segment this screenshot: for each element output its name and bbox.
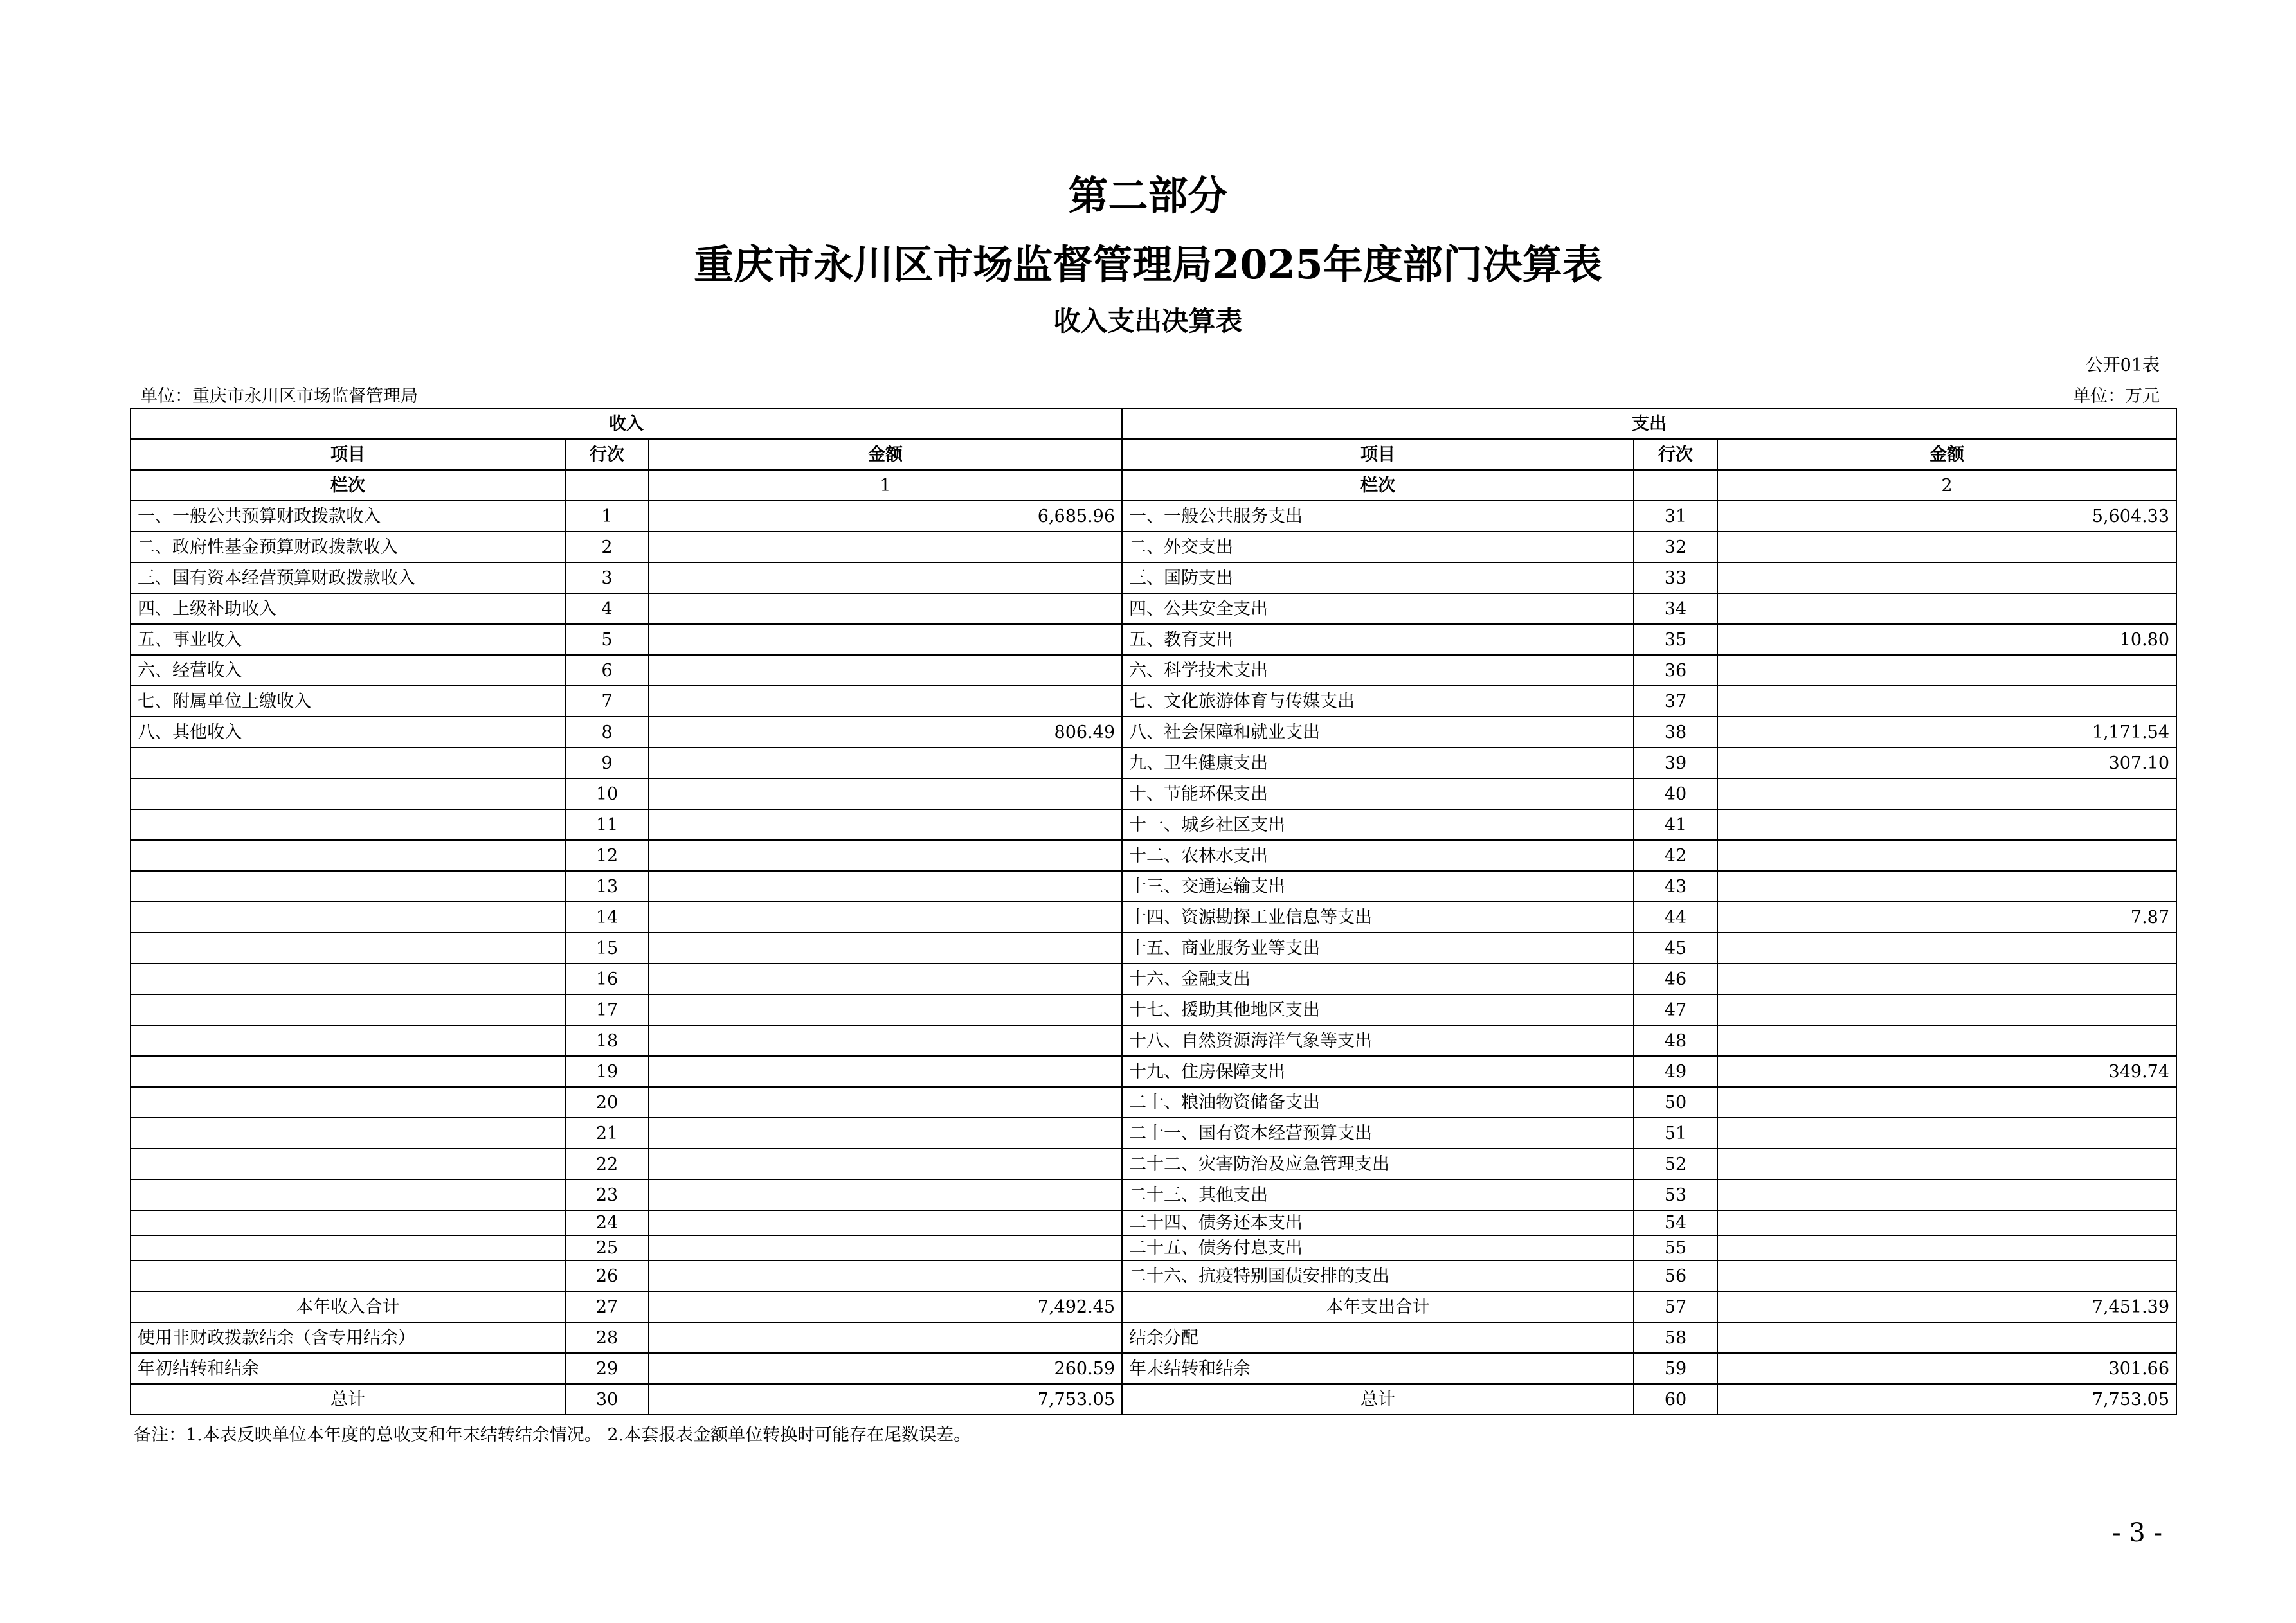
income-row-no-cell: 24 <box>565 1210 649 1235</box>
expense-row-no-cell: 60 <box>1634 1384 1717 1415</box>
expense-amount-cell <box>1717 1087 2176 1118</box>
table-row <box>131 532 2176 562</box>
income-amount-cell <box>649 655 1122 686</box>
table-row <box>131 1149 2176 1179</box>
expense-item-cell: 二十、粮油物资储备支出 <box>1122 1087 1634 1118</box>
expense-item-cell: 二、外交支出 <box>1122 532 1634 562</box>
expense-item-cell: 十六、金融支出 <box>1122 964 1634 994</box>
income-item-cell <box>131 1025 565 1056</box>
table-row <box>131 1235 2176 1260</box>
expense-amount-cell: 307.10 <box>1717 748 2176 778</box>
expense-item-cell: 结余分配 <box>1122 1322 1634 1353</box>
table-row <box>131 655 2176 686</box>
income-row-no-cell: 15 <box>565 933 649 964</box>
income-row-no-cell: 3 <box>565 562 649 593</box>
expense-amount-cell: 7,451.39 <box>1717 1291 2176 1322</box>
table-row <box>131 809 2176 840</box>
expense-item-cell: 十八、自然资源海洋气象等支出 <box>1122 1025 1634 1056</box>
table-row <box>131 1179 2176 1210</box>
income-row-no-cell: 8 <box>565 717 649 748</box>
table-row <box>131 1260 2176 1291</box>
income-amount-cell <box>649 778 1122 809</box>
expense-row-no-cell: 45 <box>1634 933 1717 964</box>
income-item-cell: 四、上级补助收入 <box>131 593 565 624</box>
income-row-no-cell: 25 <box>565 1235 649 1260</box>
expense-amount-cell <box>1717 686 2176 717</box>
expense-amount-cell: 1,171.54 <box>1717 717 2176 748</box>
expense-amount-cell: 7.87 <box>1717 902 2176 933</box>
expense-item-cell: 八、社会保障和就业支出 <box>1122 717 1634 748</box>
expense-item-cell: 本年支出合计 <box>1122 1291 1634 1322</box>
section-header-row <box>131 408 2176 439</box>
expense-row-no-cell: 32 <box>1634 532 1717 562</box>
expense-amount-cell <box>1717 809 2176 840</box>
income-amount-cell <box>649 871 1122 902</box>
column-number-row <box>131 470 2176 501</box>
income-row-no-cell: 7 <box>565 686 649 717</box>
summary-row <box>131 1291 2176 1322</box>
income-row-no-cell: 21 <box>565 1118 649 1149</box>
expense-row-no-header: 行次 <box>1634 439 1717 470</box>
income-amount-cell <box>649 809 1122 840</box>
expense-row-no-cell: 48 <box>1634 1025 1717 1056</box>
income-amount-cell <box>649 1087 1122 1118</box>
income-item-cell <box>131 840 565 871</box>
table-row <box>131 840 2176 871</box>
income-amount-cell <box>649 1025 1122 1056</box>
expense-amount-cell: 5,604.33 <box>1717 501 2176 532</box>
expense-row-no-cell: 58 <box>1634 1322 1717 1353</box>
income-item-cell <box>131 1056 565 1087</box>
income-item-cell <box>131 1179 565 1210</box>
income-amount-cell <box>649 593 1122 624</box>
expense-amount-cell <box>1717 1260 2176 1291</box>
summary-row <box>131 1322 2176 1353</box>
income-amount-cell: 7,492.45 <box>649 1291 1122 1322</box>
page-number: - 3 - <box>2112 1518 2162 1548</box>
expense-row-no-cell: 44 <box>1634 902 1717 933</box>
report-title: 重庆市永川区市场监督管理局2025年度部门决算表 <box>694 241 1602 288</box>
income-amount-cell <box>649 686 1122 717</box>
empty-cell <box>565 470 649 501</box>
income-item-cell <box>131 933 565 964</box>
expense-item-cell: 年末结转和结余 <box>1122 1353 1634 1384</box>
expense-amount-cell: 7,753.05 <box>1717 1384 2176 1415</box>
expense-amount-cell <box>1717 1210 2176 1235</box>
income-row-no-cell: 12 <box>565 840 649 871</box>
income-row-no-cell: 28 <box>565 1322 649 1353</box>
expense-row-no-cell: 33 <box>1634 562 1717 593</box>
table-row <box>131 1087 2176 1118</box>
income-amount-cell: 7,753.05 <box>649 1384 1122 1415</box>
income-item-cell: 三、国有资本经营预算财政拨款收入 <box>131 562 565 593</box>
expense-row-no-cell: 38 <box>1634 717 1717 748</box>
part-heading: 第二部分 <box>1068 172 1228 219</box>
table-row <box>131 686 2176 717</box>
income-amount-cell <box>649 1056 1122 1087</box>
income-item-cell: 五、事业收入 <box>131 624 565 655</box>
expense-amount-cell <box>1717 871 2176 902</box>
income-row-no-cell: 18 <box>565 1025 649 1056</box>
expense-item-cell: 十一、城乡社区支出 <box>1122 809 1634 840</box>
expense-amount-cell <box>1717 778 2176 809</box>
expense-amount-cell <box>1717 994 2176 1025</box>
expense-amount-cell <box>1717 1322 2176 1353</box>
table-row <box>131 1210 2176 1235</box>
summary-row <box>131 1384 2176 1415</box>
column-header-row <box>131 439 2176 470</box>
expense-row-no-cell: 37 <box>1634 686 1717 717</box>
income-item-cell <box>131 1118 565 1149</box>
income-row-no-cell: 27 <box>565 1291 649 1322</box>
expense-amount-cell <box>1717 1118 2176 1149</box>
income-row-no-cell: 19 <box>565 1056 649 1087</box>
income-column-number: 1 <box>649 470 1122 501</box>
table-row <box>131 933 2176 964</box>
expense-row-no-cell: 55 <box>1634 1235 1717 1260</box>
expense-item-cell: 九、卫生健康支出 <box>1122 748 1634 778</box>
income-row-no-cell: 16 <box>565 964 649 994</box>
expense-amount-cell <box>1717 1235 2176 1260</box>
expense-item-cell: 二十三、其他支出 <box>1122 1179 1634 1210</box>
income-item-cell: 本年收入合计 <box>131 1291 565 1322</box>
table-row <box>131 1025 2176 1056</box>
currency-unit: 单位：万元 <box>2073 386 2160 406</box>
income-item-cell <box>131 1087 565 1118</box>
expense-row-no-cell: 42 <box>1634 840 1717 871</box>
expense-item-cell: 十五、商业服务业等支出 <box>1122 933 1634 964</box>
income-item-cell <box>131 964 565 994</box>
income-amount-cell: 260.59 <box>649 1353 1122 1384</box>
expense-row-no-cell: 34 <box>1634 593 1717 624</box>
income-item-cell: 二、政府性基金预算财政拨款收入 <box>131 532 565 562</box>
expense-row-no-cell: 51 <box>1634 1118 1717 1149</box>
income-amount-cell <box>649 1235 1122 1260</box>
expense-header: 支出 <box>1122 408 2176 439</box>
footnote: 备注：1.本表反映单位本年度的总收支和年末结转结余情况。 2.本套报表金额单位转换时可能存在尾数误差。 <box>134 1425 972 1445</box>
income-item-header: 项目 <box>131 439 565 470</box>
expense-row-no-cell: 54 <box>1634 1210 1717 1235</box>
expense-row-no-cell: 31 <box>1634 501 1717 532</box>
income-header: 收入 <box>131 408 1122 439</box>
income-amount-cell <box>649 902 1122 933</box>
expense-row-no-cell: 47 <box>1634 994 1717 1025</box>
income-row-no-cell: 9 <box>565 748 649 778</box>
expense-item-cell: 十四、资源勘探工业信息等支出 <box>1122 902 1634 933</box>
income-amount-cell <box>649 1210 1122 1235</box>
expense-item-cell: 十、节能环保支出 <box>1122 778 1634 809</box>
expense-row-no-cell: 53 <box>1634 1179 1717 1210</box>
income-item-cell: 六、经营收入 <box>131 655 565 686</box>
expense-lanci-label: 栏次 <box>1122 470 1634 501</box>
expense-item-cell: 十二、农林水支出 <box>1122 840 1634 871</box>
table-row <box>131 994 2176 1025</box>
expense-item-cell: 四、公共安全支出 <box>1122 593 1634 624</box>
table-row <box>131 964 2176 994</box>
income-row-no-cell: 29 <box>565 1353 649 1384</box>
income-row-no-cell: 5 <box>565 624 649 655</box>
expense-item-cell: 二十一、国有资本经营预算支出 <box>1122 1118 1634 1149</box>
income-row-no-cell: 20 <box>565 1087 649 1118</box>
empty-cell <box>1634 470 1717 501</box>
expense-row-no-cell: 41 <box>1634 809 1717 840</box>
income-item-cell: 使用非财政拨款结余（含专用结余） <box>131 1322 565 1353</box>
income-item-cell <box>131 809 565 840</box>
income-amount-cell <box>649 994 1122 1025</box>
expense-amount-cell <box>1717 1025 2176 1056</box>
income-item-cell: 七、附属单位上缴收入 <box>131 686 565 717</box>
expense-column-number: 2 <box>1717 470 2176 501</box>
expense-item-cell: 二十四、债务还本支出 <box>1122 1210 1634 1235</box>
table-row <box>131 501 2176 532</box>
income-amount-cell <box>649 1322 1122 1353</box>
expense-row-no-cell: 39 <box>1634 748 1717 778</box>
table-subtitle: 收入支出决算表 <box>1053 305 1243 337</box>
income-row-no-cell: 17 <box>565 994 649 1025</box>
expense-item-cell: 一、一般公共服务支出 <box>1122 501 1634 532</box>
table-row <box>131 748 2176 778</box>
table-row <box>131 593 2176 624</box>
expense-item-cell: 十九、住房保障支出 <box>1122 1056 1634 1087</box>
income-amount-cell <box>649 624 1122 655</box>
income-row-no-cell: 11 <box>565 809 649 840</box>
income-item-cell <box>131 1235 565 1260</box>
income-item-cell <box>131 994 565 1025</box>
expense-row-no-cell: 52 <box>1634 1149 1717 1179</box>
expense-item-cell: 七、文化旅游体育与传媒支出 <box>1122 686 1634 717</box>
expense-row-no-cell: 57 <box>1634 1291 1717 1322</box>
expense-row-no-cell: 43 <box>1634 871 1717 902</box>
expense-row-no-cell: 36 <box>1634 655 1717 686</box>
income-lanci-label: 栏次 <box>131 470 565 501</box>
expense-item-cell: 十七、援助其他地区支出 <box>1122 994 1634 1025</box>
income-row-no-cell: 4 <box>565 593 649 624</box>
expense-amount-cell <box>1717 532 2176 562</box>
income-row-no-cell: 30 <box>565 1384 649 1415</box>
table-row <box>131 1056 2176 1087</box>
income-item-cell <box>131 1260 565 1291</box>
income-item-cell: 八、其他收入 <box>131 717 565 748</box>
reporting-unit: 单位：重庆市永川区市场监督管理局 <box>140 386 418 406</box>
income-item-cell <box>131 748 565 778</box>
income-row-no-cell: 1 <box>565 501 649 532</box>
income-row-no-cell: 14 <box>565 902 649 933</box>
income-expense-table <box>130 408 2177 1415</box>
income-amount-cell <box>649 748 1122 778</box>
income-row-no-header: 行次 <box>565 439 649 470</box>
summary-row <box>131 1353 2176 1384</box>
income-amount-cell: 806.49 <box>649 717 1122 748</box>
table-row <box>131 562 2176 593</box>
income-item-cell: 总计 <box>131 1384 565 1415</box>
income-row-no-cell: 6 <box>565 655 649 686</box>
expense-item-header: 项目 <box>1122 439 1634 470</box>
expense-item-cell: 二十二、灾害防治及应急管理支出 <box>1122 1149 1634 1179</box>
income-row-no-cell: 22 <box>565 1149 649 1179</box>
expense-amount-cell: 349.74 <box>1717 1056 2176 1087</box>
income-amount-cell: 6,685.96 <box>649 501 1122 532</box>
expense-item-cell: 五、教育支出 <box>1122 624 1634 655</box>
expense-row-no-cell: 59 <box>1634 1353 1717 1384</box>
expense-row-no-cell: 46 <box>1634 964 1717 994</box>
expense-amount-cell <box>1717 562 2176 593</box>
income-item-cell <box>131 902 565 933</box>
income-item-cell <box>131 1210 565 1235</box>
expense-item-cell: 总计 <box>1122 1384 1634 1415</box>
table-row <box>131 624 2176 655</box>
expense-amount-cell <box>1717 933 2176 964</box>
expense-row-no-cell: 40 <box>1634 778 1717 809</box>
expense-item-cell: 十三、交通运输支出 <box>1122 871 1634 902</box>
income-row-no-cell: 26 <box>565 1260 649 1291</box>
expense-amount-cell <box>1717 593 2176 624</box>
income-item-cell <box>131 871 565 902</box>
table-row <box>131 778 2176 809</box>
expense-amount-cell <box>1717 964 2176 994</box>
expense-row-no-cell: 50 <box>1634 1087 1717 1118</box>
income-item-cell: 一、一般公共预算财政拨款收入 <box>131 501 565 532</box>
income-row-no-cell: 13 <box>565 871 649 902</box>
expense-amount-cell <box>1717 1149 2176 1179</box>
income-amount-cell <box>649 562 1122 593</box>
expense-amount-header: 金额 <box>1717 439 2176 470</box>
income-item-cell <box>131 1149 565 1179</box>
expense-row-no-cell: 35 <box>1634 624 1717 655</box>
expense-amount-cell: 301.66 <box>1717 1353 2176 1384</box>
expense-amount-cell: 10.80 <box>1717 624 2176 655</box>
expense-amount-cell <box>1717 840 2176 871</box>
expense-item-cell: 六、科学技术支出 <box>1122 655 1634 686</box>
income-amount-cell <box>649 933 1122 964</box>
income-item-cell <box>131 778 565 809</box>
table-row <box>131 902 2176 933</box>
income-amount-cell <box>649 964 1122 994</box>
income-item-cell: 年初结转和结余 <box>131 1353 565 1384</box>
expense-item-cell: 二十五、债务付息支出 <box>1122 1235 1634 1260</box>
income-row-no-cell: 2 <box>565 532 649 562</box>
expense-amount-cell <box>1717 655 2176 686</box>
expense-row-no-cell: 49 <box>1634 1056 1717 1087</box>
income-amount-cell <box>649 840 1122 871</box>
income-row-no-cell: 10 <box>565 778 649 809</box>
table-row <box>131 717 2176 748</box>
expense-item-cell: 二十六、抗疫特别国债安排的支出 <box>1122 1260 1634 1291</box>
table-row <box>131 871 2176 902</box>
expense-amount-cell <box>1717 1179 2176 1210</box>
form-number: 公开01表 <box>2085 355 2160 375</box>
expense-item-cell: 三、国防支出 <box>1122 562 1634 593</box>
income-amount-cell <box>649 1179 1122 1210</box>
table-row <box>131 1118 2176 1149</box>
income-amount-cell <box>649 532 1122 562</box>
expense-row-no-cell: 56 <box>1634 1260 1717 1291</box>
income-amount-cell <box>649 1118 1122 1149</box>
income-amount-header: 金额 <box>649 439 1122 470</box>
income-row-no-cell: 23 <box>565 1179 649 1210</box>
income-amount-cell <box>649 1149 1122 1179</box>
income-amount-cell <box>649 1260 1122 1291</box>
